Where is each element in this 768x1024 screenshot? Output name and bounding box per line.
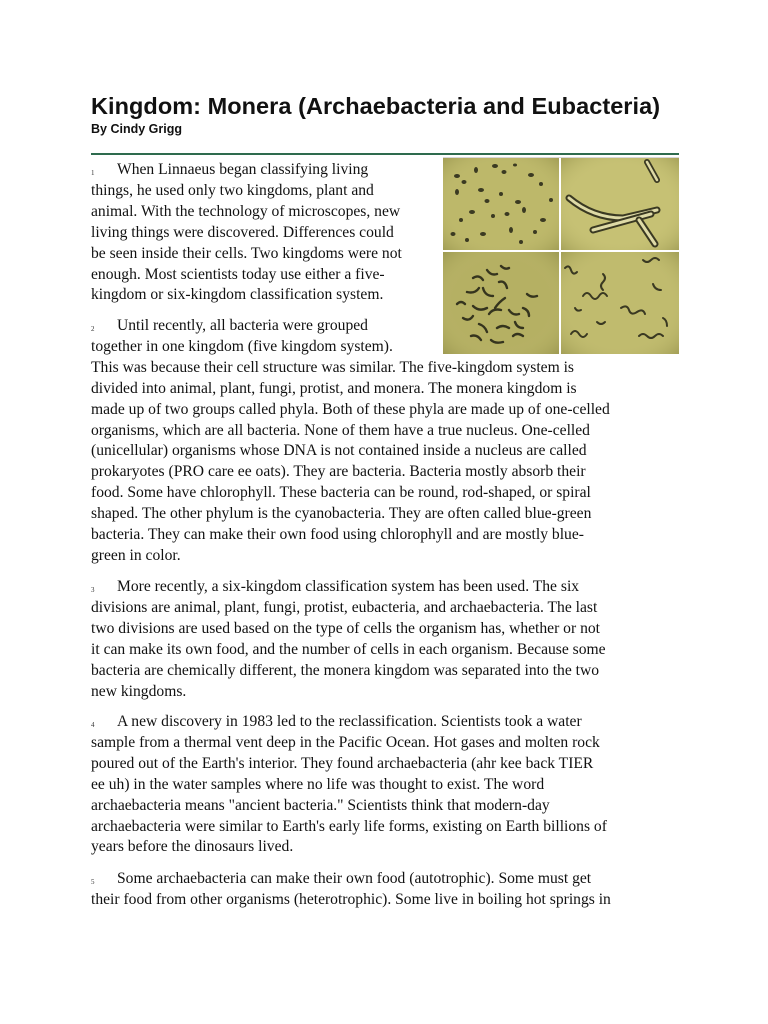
text-line: sample from a thermal vent deep in the Pacific Ocean. Hot gases and molten rock: [91, 733, 600, 751]
paragraph-number: 5: [91, 878, 95, 886]
rod-micrograph: [561, 158, 679, 250]
text-line: together in one kingdom (five kingdom system).: [91, 337, 393, 355]
text-line: green in color.: [91, 546, 181, 564]
text-line: ee uh) in the water samples where no life was thought to exist. The word: [91, 775, 545, 793]
author-byline: By Cindy Grigg: [91, 122, 182, 136]
text-line: their food from other organisms (heterotrophic). Some live in boiling hot springs in: [91, 890, 611, 908]
paragraph-5: [91, 869, 659, 911]
paragraph-number: 2: [91, 325, 95, 333]
paragraph-number: 3: [91, 586, 95, 594]
text-line: divided into animal, plant, fungi, protist, and monera. The monera kingdom is: [91, 379, 577, 397]
text-line: new kingdoms.: [91, 682, 187, 700]
text-line: archaebacteria means "ancient bacteria." Scientists think that modern-day: [91, 796, 550, 814]
text-line: divisions are animal, plant, fungi, protist, eubacteria, and archaebacteria. The last: [91, 598, 598, 616]
paragraph-2: [91, 316, 659, 567]
text-line: bacteria. They can make their own food using chlorophyll and are mostly blue-: [91, 526, 584, 544]
text-line: be seen inside their cells. Two kingdoms were not: [91, 244, 402, 262]
paragraph-1: [91, 160, 443, 306]
text-line: A new discovery in 1983 led to the reclassification. Scientists took a water: [117, 713, 582, 730]
text-line: (unicellular) organisms whose DNA is not contained inside a nucleus are called: [91, 442, 587, 460]
text-line: shaped. The other phylum is the cyanobacteria. They are often called blue-green: [91, 505, 592, 523]
text-line: prokaryotes (PRO care ee oats). They are bacteria. Bacteria mostly absorb their: [91, 463, 586, 481]
text-line: Until recently, all bacteria were grouped: [117, 317, 368, 334]
text-line: food. Some have chlorophyll. These bacteria can be round, rod-shaped, or spiral: [91, 484, 591, 502]
cocci-micrograph: [443, 158, 559, 250]
text-line: made up of two groups called phyla. Both of these phyla are made up of one-celled: [91, 400, 610, 418]
text-line: kingdom or six-kingdom classification system.: [91, 286, 384, 304]
paragraph-number: 4: [91, 721, 95, 729]
text-line: archaebacteria were similar to Earth's early life forms, existing on Earth billions of: [91, 817, 607, 835]
text-line: animal. With the technology of microscopes, new: [91, 202, 401, 220]
text-line: living things were discovered. Differences could: [91, 223, 394, 241]
text-line: things, he used only two kingdoms, plant and: [91, 181, 374, 199]
paragraph-number: 1: [91, 169, 95, 177]
text-line: Some archaebacteria can make their own food (autotrophic). Some must get: [117, 870, 592, 887]
page-title: Kingdom: Monera (Archaebacteria and Eubacteria): [91, 93, 661, 119]
paragraph-3: [91, 577, 659, 702]
title-divider: [91, 153, 679, 155]
text-line: years before the dinosaurs lived.: [91, 838, 294, 856]
text-line: it can make its own food, and the number of cells in each organism. Because some: [91, 640, 606, 658]
text-line: enough. Most scientists today use either a five-: [91, 265, 385, 283]
paragraph-4: [91, 712, 659, 858]
text-line: This was because their cell structure was similar. The five-kingdom system is: [91, 358, 575, 376]
text-line: More recently, a six-kingdom classification system has been used. The six: [117, 578, 580, 595]
text-line: two divisions are used based on the type of cells the organism has, whether or not: [91, 619, 600, 637]
text-line: organisms, which are all bacteria. None of them have a true nucleus. One-celled: [91, 421, 590, 439]
text-line: poured out of the Earth's interior. They found archaebacteria (ahr kee back TIER: [91, 754, 594, 772]
text-line: bacteria are chemically different, the monera kingdom was separated into the two: [91, 661, 600, 679]
text-line: When Linnaeus began classifying living: [117, 161, 369, 178]
